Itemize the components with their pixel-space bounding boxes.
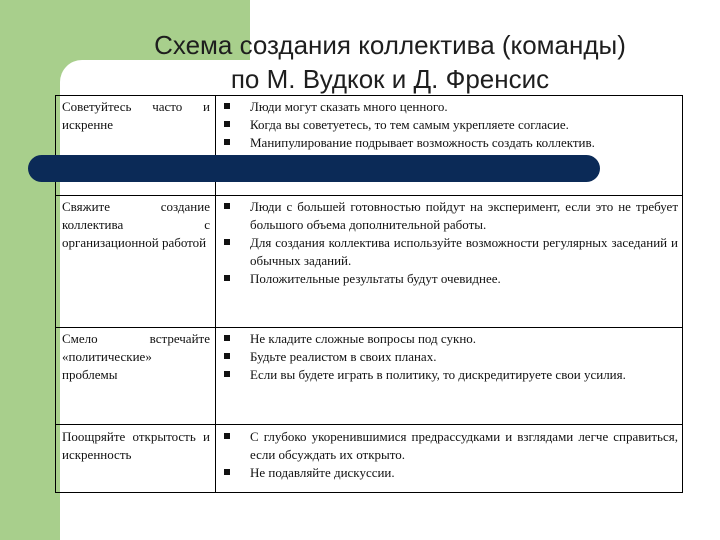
title-line-1: Схема создания коллектива (команды) <box>154 30 626 60</box>
list-item: Когда вы советуетесь, то тем самым укрепляете согласие. <box>222 116 678 134</box>
row-divider <box>55 327 683 328</box>
square-bullet-icon <box>224 139 230 145</box>
square-bullet-icon <box>224 469 230 475</box>
list-item: Для создания коллектива используйте возможности регулярных заседаний и обычных заданий. <box>222 234 678 270</box>
navy-band <box>28 155 600 182</box>
square-bullet-icon <box>224 353 230 359</box>
left-green-bar <box>0 0 60 540</box>
list-item: Положительные результаты будут очевиднее. <box>222 270 678 288</box>
title-line-2: по М. Вудкок и Д. Френсис <box>230 64 550 94</box>
table-row-4-left: Поощряйте открытость и искренность <box>62 429 210 462</box>
slide-title <box>60 28 720 96</box>
table-row-4-right <box>222 428 678 482</box>
list-item: Не кладите сложные вопросы под сукно. <box>222 330 678 348</box>
table-row-3-right <box>222 330 678 384</box>
table-row-2-right <box>222 198 678 288</box>
table-row-1-left: Советуйтесь часто и искренне <box>62 99 210 132</box>
square-bullet-icon <box>224 335 230 341</box>
square-bullet-icon <box>224 121 230 127</box>
row-divider <box>55 195 683 196</box>
list-item: Не подавляйте дискуссии. <box>222 464 678 482</box>
table-row-2-left: Свяжите создание коллектива с организационной работой <box>62 199 210 250</box>
square-bullet-icon <box>224 239 230 245</box>
square-bullet-icon <box>224 275 230 281</box>
square-bullet-icon <box>224 433 230 439</box>
list-item: Если вы будете играть в политику, то дискредитируете свои усилия. <box>222 366 678 384</box>
list-item: Будьте реалистом в своих планах. <box>222 348 678 366</box>
square-bullet-icon <box>224 203 230 209</box>
table-row-3-left: Смело встречайте «политические» проблемы <box>62 331 210 382</box>
list-item: Люди с большей готовностью пойдут на эксперимент, если это не требует большого объема дополнительной работы. <box>222 198 678 234</box>
table-row-1-right <box>222 98 678 152</box>
list-item: Манипулирование подрывает возможность создать коллектив. <box>222 134 678 152</box>
list-item: С глубоко укоренившимися предрассудками и взглядами легче справиться, если обсуждать их открыто. <box>222 428 678 464</box>
row-divider <box>55 424 683 425</box>
list-item: Люди могут сказать много ценного. <box>222 98 678 116</box>
square-bullet-icon <box>224 371 230 377</box>
square-bullet-icon <box>224 103 230 109</box>
